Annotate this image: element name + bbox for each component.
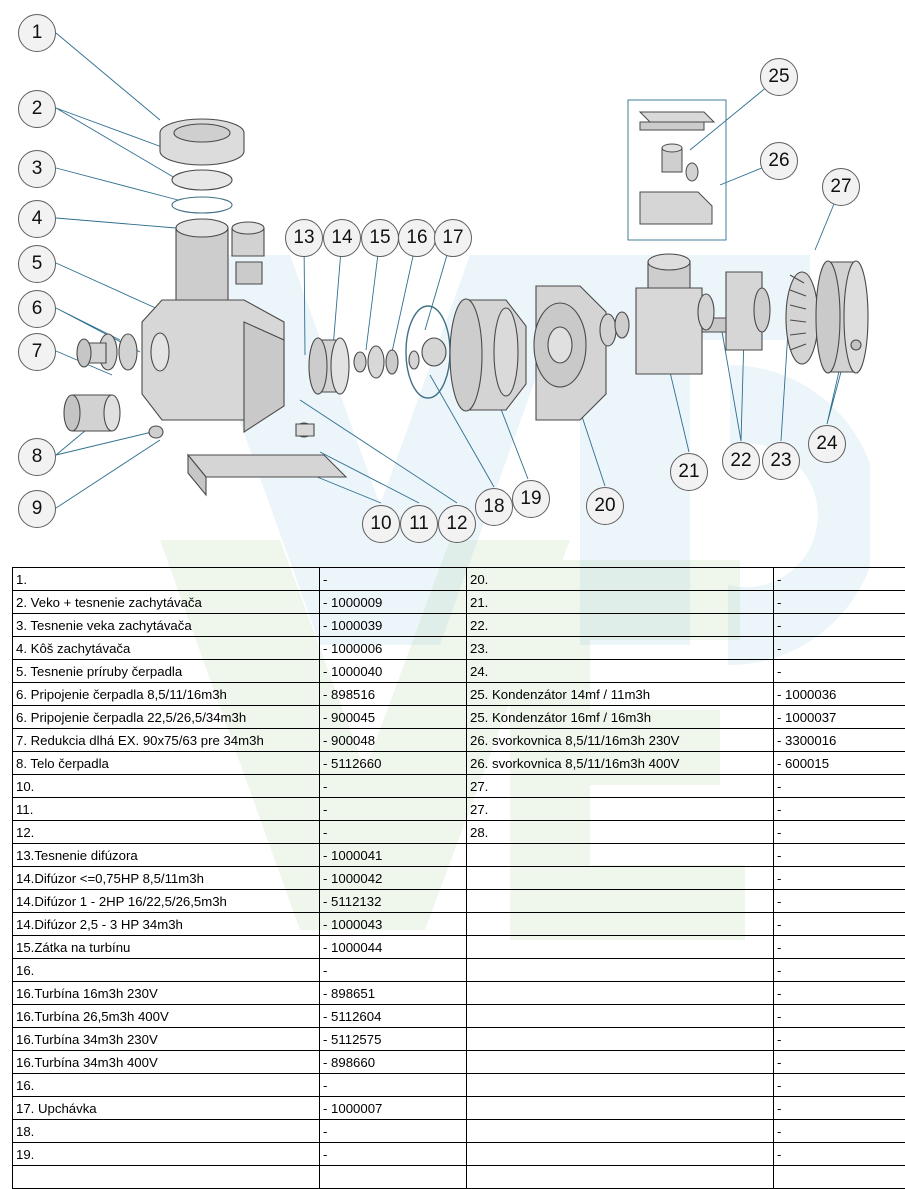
table-row <box>13 982 905 1005</box>
part-code-left: - 1000044 <box>320 936 467 959</box>
callout-20: 20 <box>586 487 624 525</box>
callout-7: 7 <box>18 333 56 371</box>
part-name-right: 27. <box>467 798 774 821</box>
part-code-right: - <box>774 844 905 867</box>
part-code-right: - <box>774 1074 905 1097</box>
table-row <box>13 867 905 890</box>
part-name-left: 6. Pripojenie čerpadla 8,5/11/16m3h <box>13 683 320 706</box>
part-name-right <box>467 1097 774 1120</box>
table-row <box>13 1166 905 1189</box>
callout-12: 12 <box>438 505 476 543</box>
part-name-right: 23. <box>467 637 774 660</box>
table-row <box>13 706 905 729</box>
part-code-left: - 1000007 <box>320 1097 467 1120</box>
part-name-left: 13.Tesnenie difúzora <box>13 844 320 867</box>
table-row <box>13 844 905 867</box>
callout-3: 3 <box>18 150 56 188</box>
part-name-left: 18. <box>13 1120 320 1143</box>
part-code-left <box>320 1166 467 1189</box>
part-name-left: 10. <box>13 775 320 798</box>
callout-17: 17 <box>434 219 472 257</box>
part-name-left: 16.Turbína 26,5m3h 400V <box>13 1005 320 1028</box>
part-name-left: 17. Upchávka <box>13 1097 320 1120</box>
part-code-left: - 1000039 <box>320 614 467 637</box>
part-code-right: - 1000037 <box>774 706 905 729</box>
callout-11: 11 <box>400 505 438 543</box>
part-code-right <box>774 1166 905 1189</box>
part-name-left: 7. Redukcia dlhá EX. 90x75/63 pre 34m3h <box>13 729 320 752</box>
table-row <box>13 729 905 752</box>
callout-2: 2 <box>18 90 56 128</box>
part-name-left: 5. Tesnenie príruby čerpadla <box>13 660 320 683</box>
part-code-left: - 5112660 <box>320 752 467 775</box>
part-code-right: - <box>774 1028 905 1051</box>
part-name-right <box>467 1166 774 1189</box>
part-name-right <box>467 1028 774 1051</box>
part-code-right: - <box>774 614 905 637</box>
table-row <box>13 1120 905 1143</box>
part-code-left: - <box>320 568 467 591</box>
part-name-left: 1. <box>13 568 320 591</box>
callout-26: 26 <box>760 142 798 180</box>
callout-5: 5 <box>18 245 56 283</box>
part-name-right: 25. Kondenzátor 16mf / 16m3h <box>467 706 774 729</box>
part-name-right: 25. Kondenzátor 14mf / 11m3h <box>467 683 774 706</box>
part-name-left: 4. Kôš zachytávača <box>13 637 320 660</box>
table-row <box>13 913 905 936</box>
part-code-right: - <box>774 1051 905 1074</box>
part-name-left: 19. <box>13 1143 320 1166</box>
part-code-right: - <box>774 1143 905 1166</box>
part-code-left: - 1000040 <box>320 660 467 683</box>
part-name-right: 22. <box>467 614 774 637</box>
callout-18: 18 <box>475 488 513 526</box>
part-code-right: - 1000036 <box>774 683 905 706</box>
part-code-right: - <box>774 660 905 683</box>
part-name-left <box>13 1166 320 1189</box>
part-name-right: 28. <box>467 821 774 844</box>
part-name-left: 14.Difúzor 2,5 - 3 HP 34m3h <box>13 913 320 936</box>
part-code-left: - <box>320 821 467 844</box>
table-row <box>13 568 905 591</box>
part-name-left: 6. Pripojenie čerpadla 22,5/26,5/34m3h <box>13 706 320 729</box>
part-name-right <box>467 936 774 959</box>
callout-9: 9 <box>18 490 56 528</box>
callout-10: 10 <box>362 505 400 543</box>
part-code-right: - <box>774 637 905 660</box>
callout-15: 15 <box>361 219 399 257</box>
table-row <box>13 1051 905 1074</box>
callout-8: 8 <box>18 438 56 476</box>
part-name-right <box>467 959 774 982</box>
part-code-right: - <box>774 890 905 913</box>
part-code-right: - <box>774 1005 905 1028</box>
callout-27: 27 <box>822 168 860 206</box>
part-name-right: 26. svorkovnica 8,5/11/16m3h 400V <box>467 752 774 775</box>
part-code-left: - 898516 <box>320 683 467 706</box>
part-name-left: 15.Zátka na turbínu <box>13 936 320 959</box>
part-code-left: - <box>320 959 467 982</box>
part-code-right: - <box>774 1120 905 1143</box>
part-code-right: - <box>774 982 905 1005</box>
part-name-left: 14.Difúzor <=0,75HP 8,5/11m3h <box>13 867 320 890</box>
part-code-right: - <box>774 913 905 936</box>
part-code-left: - <box>320 1120 467 1143</box>
part-name-right: 21. <box>467 591 774 614</box>
table-row <box>13 959 905 982</box>
part-name-right: 27. <box>467 775 774 798</box>
table-row <box>13 775 905 798</box>
part-code-left: - 898660 <box>320 1051 467 1074</box>
part-code-left: - 1000043 <box>320 913 467 936</box>
part-name-left: 8. Telo čerpadla <box>13 752 320 775</box>
part-code-left: - 898651 <box>320 982 467 1005</box>
part-code-left: - 5112604 <box>320 1005 467 1028</box>
table-row <box>13 637 905 660</box>
part-name-right: 24. <box>467 660 774 683</box>
part-code-right: - <box>774 798 905 821</box>
part-code-right: - 600015 <box>774 752 905 775</box>
callout-6: 6 <box>18 290 56 328</box>
part-name-right <box>467 1074 774 1097</box>
part-name-right <box>467 844 774 867</box>
part-code-right: - <box>774 591 905 614</box>
table-row <box>13 752 905 775</box>
callout-4: 4 <box>18 200 56 238</box>
part-name-right <box>467 1120 774 1143</box>
callout-24: 24 <box>808 425 846 463</box>
part-name-left: 16.Turbína 16m3h 230V <box>13 982 320 1005</box>
part-code-left: - 1000041 <box>320 844 467 867</box>
part-name-left: 14.Difúzor 1 - 2HP 16/22,5/26,5m3h <box>13 890 320 913</box>
part-name-left: 16. <box>13 959 320 982</box>
table-row <box>13 614 905 637</box>
part-name-right <box>467 913 774 936</box>
callout-23: 23 <box>762 442 800 480</box>
part-code-right: - <box>774 775 905 798</box>
part-name-left: 12. <box>13 821 320 844</box>
table-row <box>13 1097 905 1120</box>
parts-table <box>12 567 905 1189</box>
part-code-left: - <box>320 798 467 821</box>
table-row <box>13 1028 905 1051</box>
callout-16: 16 <box>398 219 436 257</box>
part-code-right: - <box>774 821 905 844</box>
table-row <box>13 1143 905 1166</box>
callout-22: 22 <box>722 442 760 480</box>
part-name-right <box>467 890 774 913</box>
table-row <box>13 890 905 913</box>
part-name-right <box>467 1143 774 1166</box>
part-code-right: - <box>774 1097 905 1120</box>
table-row <box>13 660 905 683</box>
callout-21: 21 <box>670 453 708 491</box>
table-row <box>13 936 905 959</box>
callout-13: 13 <box>285 219 323 257</box>
table-row <box>13 683 905 706</box>
table-row <box>13 821 905 844</box>
part-code-left: - 5112575 <box>320 1028 467 1051</box>
callout-25: 25 <box>760 58 798 96</box>
part-code-left: - 1000006 <box>320 637 467 660</box>
part-name-left: 16.Turbína 34m3h 230V <box>13 1028 320 1051</box>
table-row <box>13 1005 905 1028</box>
part-name-left: 3. Tesnenie veka zachytávača <box>13 614 320 637</box>
part-name-right <box>467 1005 774 1028</box>
part-name-right <box>467 982 774 1005</box>
part-code-right: - 3300016 <box>774 729 905 752</box>
callout-1: 1 <box>18 14 56 52</box>
part-code-right: - <box>774 959 905 982</box>
part-code-left: - 1000009 <box>320 591 467 614</box>
part-code-right: - <box>774 867 905 890</box>
part-code-left: - 1000042 <box>320 867 467 890</box>
callout-19: 19 <box>512 480 550 518</box>
part-code-right: - <box>774 936 905 959</box>
part-name-left: 16. <box>13 1074 320 1097</box>
table-row <box>13 798 905 821</box>
callout-14: 14 <box>323 219 361 257</box>
part-name-right: 26. svorkovnica 8,5/11/16m3h 230V <box>467 729 774 752</box>
part-name-left: 16.Turbína 34m3h 400V <box>13 1051 320 1074</box>
part-code-left: - <box>320 1074 467 1097</box>
part-code-left: - <box>320 775 467 798</box>
table-row <box>13 591 905 614</box>
part-code-left: - 5112132 <box>320 890 467 913</box>
part-name-right <box>467 867 774 890</box>
part-name-right: 20. <box>467 568 774 591</box>
part-code-left: - 900048 <box>320 729 467 752</box>
table-row <box>13 1074 905 1097</box>
part-code-right: - <box>774 568 905 591</box>
part-code-left: - 900045 <box>320 706 467 729</box>
part-code-left: - <box>320 1143 467 1166</box>
part-name-left: 11. <box>13 798 320 821</box>
part-name-right <box>467 1051 774 1074</box>
part-name-left: 2. Veko + tesnenie zachytávača <box>13 591 320 614</box>
